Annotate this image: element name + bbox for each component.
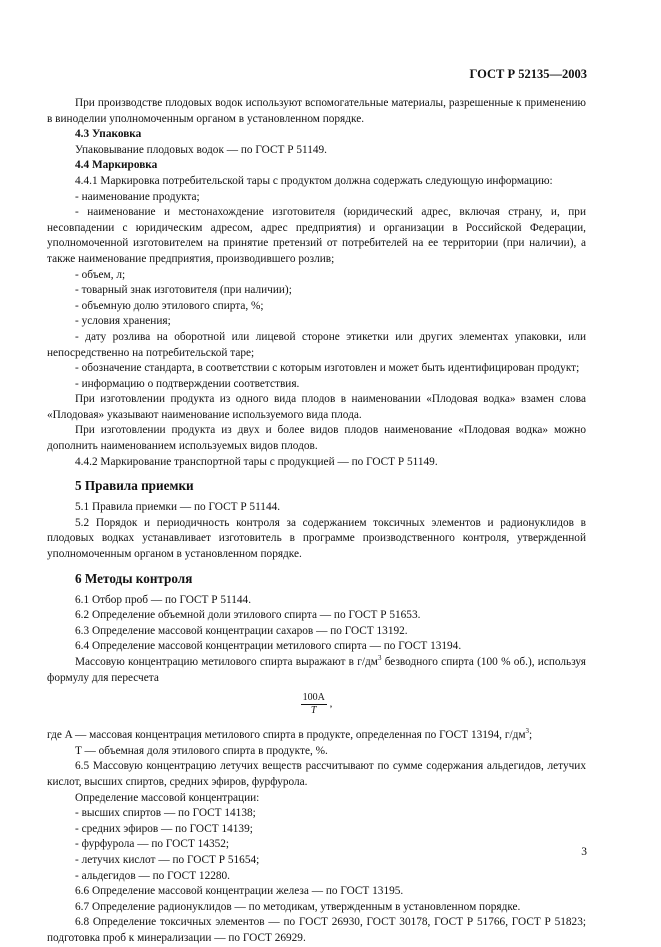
methanol-text-a: Массовую концентрацию метилового спирта выражают в г/дм xyxy=(75,656,378,668)
paragraph-one-fruit: При изготовлении продукта из одного вида плодов в наименовании «Плодовая водка» взамен слова «Плодовая» указывают наименование используемого вида плода. xyxy=(47,393,586,421)
methanol-superscript: 3 xyxy=(377,654,382,663)
paragraph-determination: Определение массовой концентрации: xyxy=(75,791,260,804)
paragraph-4-3: Упаковывание плодовых водок — по ГОСТ Р 51149. xyxy=(75,143,327,156)
paragraph-6-6: 6.6 Определение массовой концентрации железа — по ГОСТ 13195. xyxy=(75,885,404,898)
list-item: - объем, л; xyxy=(75,268,126,281)
paragraph-6-3: 6.3 Определение массовой концентрации сахаров — по ГОСТ 13192. xyxy=(75,624,408,637)
subheading-4-3: 4.3 Упаковка xyxy=(75,128,142,141)
list-item: - летучих кислот — по ГОСТ Р 51654; xyxy=(75,853,260,866)
list-item: - средних эфиров — по ГОСТ 14139; xyxy=(75,822,253,835)
list-item: - объемную долю этилового спирта, %; xyxy=(75,299,264,312)
list-item: - высших спиртов — по ГОСТ 14138; xyxy=(75,807,256,820)
paragraph-5-2: 5.2 Порядок и периодичность контроля за содержанием токсичных элементов и радионуклидов в плодовых водках устанавливает изготовитель в программе производственного контроля, утвержденной уполномоченным органом в установленном порядке. xyxy=(47,516,586,561)
page-content xyxy=(47,96,586,947)
list-item: - наименование продукта; xyxy=(75,190,200,203)
formula-comma: , xyxy=(329,697,333,710)
paragraph-5-1: 5.1 Правила приемки — по ГОСТ Р 51144. xyxy=(75,501,281,514)
list-item: - условия хранения; xyxy=(75,315,171,328)
paragraph-6-1: 6.1 Отбор проб — по ГОСТ Р 51144. xyxy=(75,593,252,606)
where-a-text: где A — массовая концентрация метилового спирта в продукте, определенная по ГОСТ 13194, г/дм xyxy=(47,729,526,742)
formula-fraction xyxy=(301,692,327,717)
where-superscript: 3 xyxy=(525,727,530,736)
paragraph-two-fruits: При изготовлении продукта из двух и более видов плодов наименование «Плодовая водка» можно дополнить наименованием используемых видов плодов. xyxy=(47,424,586,453)
paragraph-6-5: 6.5 Массовую концентрацию летучих веществ рассчитывают по сумме содержания альдегидов, летучих кислот, высших спиртов, средних эфиров, фурфурола. xyxy=(47,760,586,788)
list-item: - обозначение стандарта, в соответствии с которым изготовлен и может быть идентифицирован продукт; xyxy=(75,362,580,375)
document-id-header: ГОСТ Р 52135—2003 xyxy=(469,67,587,81)
list-item: - дату розлива на оборотной или лицевой стороне этикетки или других элементах упаковки, или непосредственно на потребительской таре; xyxy=(47,330,586,359)
formula-where-t: T — объемная доля этилового спирта в продукте, %. xyxy=(75,744,328,757)
list-item: - фурфурола — по ГОСТ 14352; xyxy=(75,838,230,851)
section-6-heading: 6 Методы контроля xyxy=(75,570,193,586)
list-item: - товарный знак изготовителя (при наличии); xyxy=(75,284,292,297)
list-item: - наименование и местонахождение изготовителя (юридический адрес, включая страну, и, при несовпадении с юридическим адресом, адрес предприятия) и организации в Российской Федерации, уполномоченной изготовителем на принятие претензий от потребителей на ее территории (при наличии), а также наименование предприятия, производившего розлив; xyxy=(47,206,586,265)
formula-denominator: T xyxy=(310,705,317,717)
paragraph-auxiliary-materials: При производстве плодовых водок используют вспомогательные материалы, разрешенные к применению в виноделии уполномоченным органом в установленном порядке. xyxy=(47,97,586,125)
paragraph-6-2: 6.2 Определение объемной доли этилового спирта — по ГОСТ Р 51653. xyxy=(75,609,421,622)
subheading-4-4: 4.4 Маркировка xyxy=(75,159,158,172)
list-item: - информацию о подтверждении соответствия. xyxy=(75,377,300,390)
section-5-heading: 5 Правила приемки xyxy=(75,478,194,494)
where-a-end: ; xyxy=(529,729,533,742)
formula-numerator: 100A xyxy=(302,692,325,704)
methanol-text-b: безводного спирта (100 % об.), используя формулу для пересчета xyxy=(47,656,586,684)
page-number: 3 xyxy=(581,846,587,858)
paragraph-4-4-2: 4.4.2 Маркирование транспортной тары с продукцией — по ГОСТ Р 51149. xyxy=(75,455,438,468)
list-item: - альдегидов — по ГОСТ 12280. xyxy=(75,869,230,882)
paragraph-6-4: 6.4 Определение массовой концентрации метилового спирта — по ГОСТ 13194. xyxy=(75,640,462,653)
paragraph-4-4-1: 4.4.1 Маркировка потребительской тары с продуктом должна содержать следующую информацию: xyxy=(75,174,553,187)
paragraph-6-8: 6.8 Определение токсичных элементов — по ГОСТ 26930, ГОСТ 30178, ГОСТ Р 51766, ГОСТ Р 51823; подготовка проб к минерализации — по ГОСТ 26929. xyxy=(47,916,586,944)
paragraph-6-7: 6.7 Определение радионуклидов — по методикам, утвержденным в установленном порядке. xyxy=(75,900,521,913)
formula xyxy=(47,692,586,720)
formula-where-a xyxy=(47,728,586,744)
paragraph-methanol-expression xyxy=(47,655,586,686)
